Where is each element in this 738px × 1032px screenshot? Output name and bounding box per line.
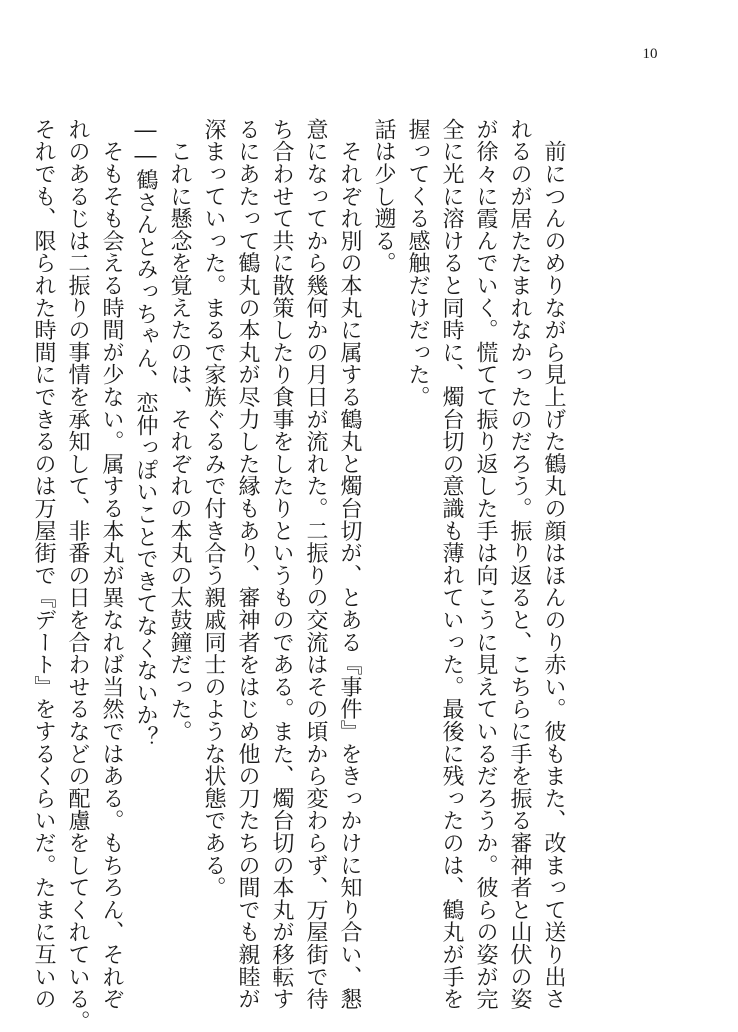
text-column: 深まっていった。まるで家族ぐるみで付き合う親戚同士のような状態である。 (201, 118, 226, 899)
text-column: そもそも会える時間が少ない。属する本丸が異なれば当然ではある。もちろん、それぞ (99, 118, 124, 1010)
text-column: れるのが居たたまれなかったのだろう。振り返ると、こちらに手を振る審神者と山伏の姿 (507, 118, 532, 1010)
text-column: れのあるじは二振りの事情を承知して、非番の日を合わせるなどの配慮をしてくれている。 (65, 118, 90, 1032)
page-number: 10 (642, 46, 658, 62)
text-column: 意になってから幾何かの月日が流れた。二振りの交流はその頃から変わらず、万屋街で待 (303, 118, 328, 1010)
text-column: ち合わせて共に散策したり食事をしたりというものである。また、燭台切の本丸が移転す (269, 118, 294, 1010)
text-column: 前につんのめりながら見上げた鶴丸の顔はほんのり赤い。彼もまた、改まって送り出さ (541, 118, 566, 1010)
text-column: それでも、限られた時間にできるのは万屋街で『デート』をするくらいだ。たまに互いの (31, 118, 56, 1010)
text-column: が徐々に霞んでいく。慌てて振り返した手は向こうに見えているだろうか。彼らの姿が完 (473, 118, 498, 1010)
text-column: ――鶴さんとみっちゃん、恋仲っぽいことできてなくないか？ (133, 118, 158, 749)
body-text (31, 118, 570, 1032)
text-column: るにあたって鶴丸の本丸が尽力した縁もあり、審神者をはじめ他の刀たちの間でも親睦が (235, 118, 260, 1010)
text-column: 握ってくる感触だけだった。 (405, 118, 430, 408)
text-column: これに懸念を覚えたのは、それぞれの本丸の太鼓鐘だった。 (167, 118, 192, 743)
text-column: 全に光に溶けると同時に、燭台切の意識も薄れていった。最後に残ったのは、鶴丸が手を (439, 118, 464, 1010)
text-column: 話は少し遡る。 (371, 118, 396, 275)
text-column: それぞれ別の本丸に属する鶴丸と燭台切が、とある『事件』をきっかけに知り合い、懇 (337, 118, 362, 1010)
